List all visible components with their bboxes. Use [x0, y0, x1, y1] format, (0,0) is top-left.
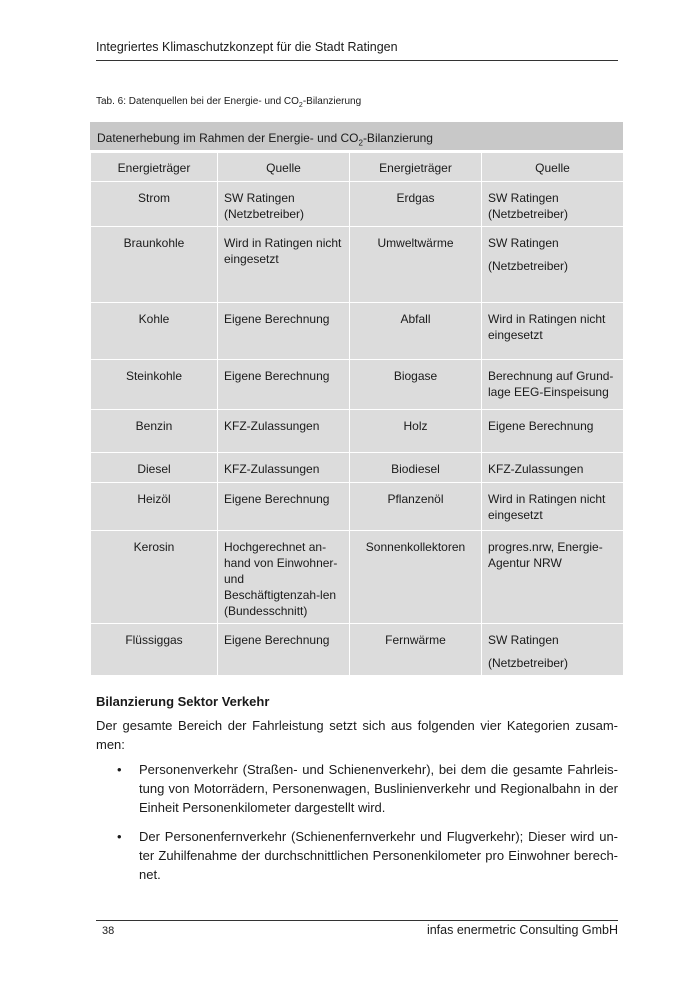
table-cell: Sonnenkollektoren — [350, 531, 482, 624]
table-cell: Braunkohle — [91, 227, 218, 303]
table-cell: Diesel — [91, 453, 218, 483]
table-cell: Heizöl — [91, 483, 218, 531]
section-heading: Bilanzierung Sektor Verkehr — [96, 694, 270, 709]
table-row — [91, 360, 624, 410]
table-cell: KFZ-Zulassungen — [218, 410, 350, 453]
table-cell: Wird in Ratingen nicht eingesetzt — [482, 483, 624, 531]
table-cell: Wird in Ratingen nicht eingesetzt — [218, 227, 350, 303]
table-cell: Kerosin — [91, 531, 218, 624]
column-header: Quelle — [482, 153, 624, 182]
table-cell: progres.nrw, Energie-Agentur NRW — [482, 531, 624, 624]
table-cell: Hochgerechnet an-hand von Einwohner- und Beschäftigtenzah-len (Bundesschnitt) — [218, 531, 350, 624]
table-cell: Eigene Berechnung — [218, 360, 350, 410]
page-header — [96, 40, 618, 61]
table-cell: Eigene Berechnung — [218, 303, 350, 360]
table-cell: Eigene Berechnung — [482, 410, 624, 453]
table-row — [91, 303, 624, 360]
table-row — [91, 483, 624, 531]
company-name: infas enermetric Consulting GmbH — [426, 923, 618, 937]
table-row — [91, 182, 624, 227]
table-cell: Fernwärme — [350, 624, 482, 676]
table-cell: SW Ratingen (Netzbetreiber) — [482, 227, 624, 303]
bullet-list — [96, 760, 618, 894]
table-cell: Benzin — [91, 410, 218, 453]
table-row — [91, 624, 624, 676]
table-cell: Strom — [91, 182, 218, 227]
table-caption: Tab. 6: Datenquellen bei der Energie- und $CO_2$-Bilanzierung — [96, 96, 362, 109]
table-cell: Flüssiggas — [91, 624, 218, 676]
table-row — [91, 453, 624, 483]
column-header: Energieträger — [91, 153, 218, 182]
table-cell: Biodiesel — [350, 453, 482, 483]
header-title: Integriertes Klimaschutzkonzept für die Stadt Ratingen — [96, 40, 398, 54]
page-number: 38 — [102, 925, 115, 937]
table-cell: Kohle — [91, 303, 218, 360]
table-cell: Eigene Berechnung — [218, 624, 350, 676]
bullet-icon: • — [117, 829, 122, 844]
table-title: Datenerhebung im Rahmen der Energie- und $CO_2$-Bilanzierung — [90, 122, 623, 152]
data-sources-table — [90, 122, 623, 676]
table-cell: Umweltwärme — [350, 227, 482, 303]
bullet-icon: • — [117, 762, 122, 777]
table-cell: Holz — [350, 410, 482, 453]
table-header-row — [91, 153, 624, 182]
table-cell: Steinkohle — [91, 360, 218, 410]
table-cell: SW Ratingen (Netzbetreiber) — [482, 624, 624, 676]
intro-paragraph: Der gesamte Bereich der Fahrleistung setzt sich aus folgenden vier Kategorien zusam-men: — [96, 718, 618, 752]
table-cell: KFZ-Zulassungen — [482, 453, 624, 483]
table-cell: Eigene Berechnung — [218, 483, 350, 531]
table-cell: Berechnung auf Grund-lage EEG-Einspeisung — [482, 360, 624, 410]
column-header: Quelle — [218, 153, 350, 182]
table-cell: Abfall — [350, 303, 482, 360]
table-row — [91, 410, 624, 453]
table-cell: SW Ratingen (Netzbetreiber) — [482, 182, 624, 227]
table-row — [91, 531, 624, 624]
table-cell: Pflanzenöl — [350, 483, 482, 531]
table-row — [91, 227, 624, 303]
table-cell: KFZ-Zulassungen — [218, 453, 350, 483]
table-cell: Biogase — [350, 360, 482, 410]
list-item: • Der Personenfernverkehr (Schienenfernverkehr und Flugverkehr); Dieser wird un-ter Zuhilfenahme der durchschnittlichen Personenkilometer pro Einwohner berech-net. — [117, 829, 618, 882]
table-cell: SW Ratingen (Netzbetreiber) — [218, 182, 350, 227]
list-item: • Personenverkehr (Straßen- und Schienenverkehr), bei dem die gesamte Fahrleis-tung von Motorrädern, Personenwagen, Buslinienverkehr und Regionalbahn in der Einheit Personenkilometer dargestellt wird. — [117, 762, 618, 815]
table-cell: Wird in Ratingen nicht eingesetzt — [482, 303, 624, 360]
column-header: Energieträger — [350, 153, 482, 182]
page-footer — [96, 920, 618, 937]
table-cell: Erdgas — [350, 182, 482, 227]
